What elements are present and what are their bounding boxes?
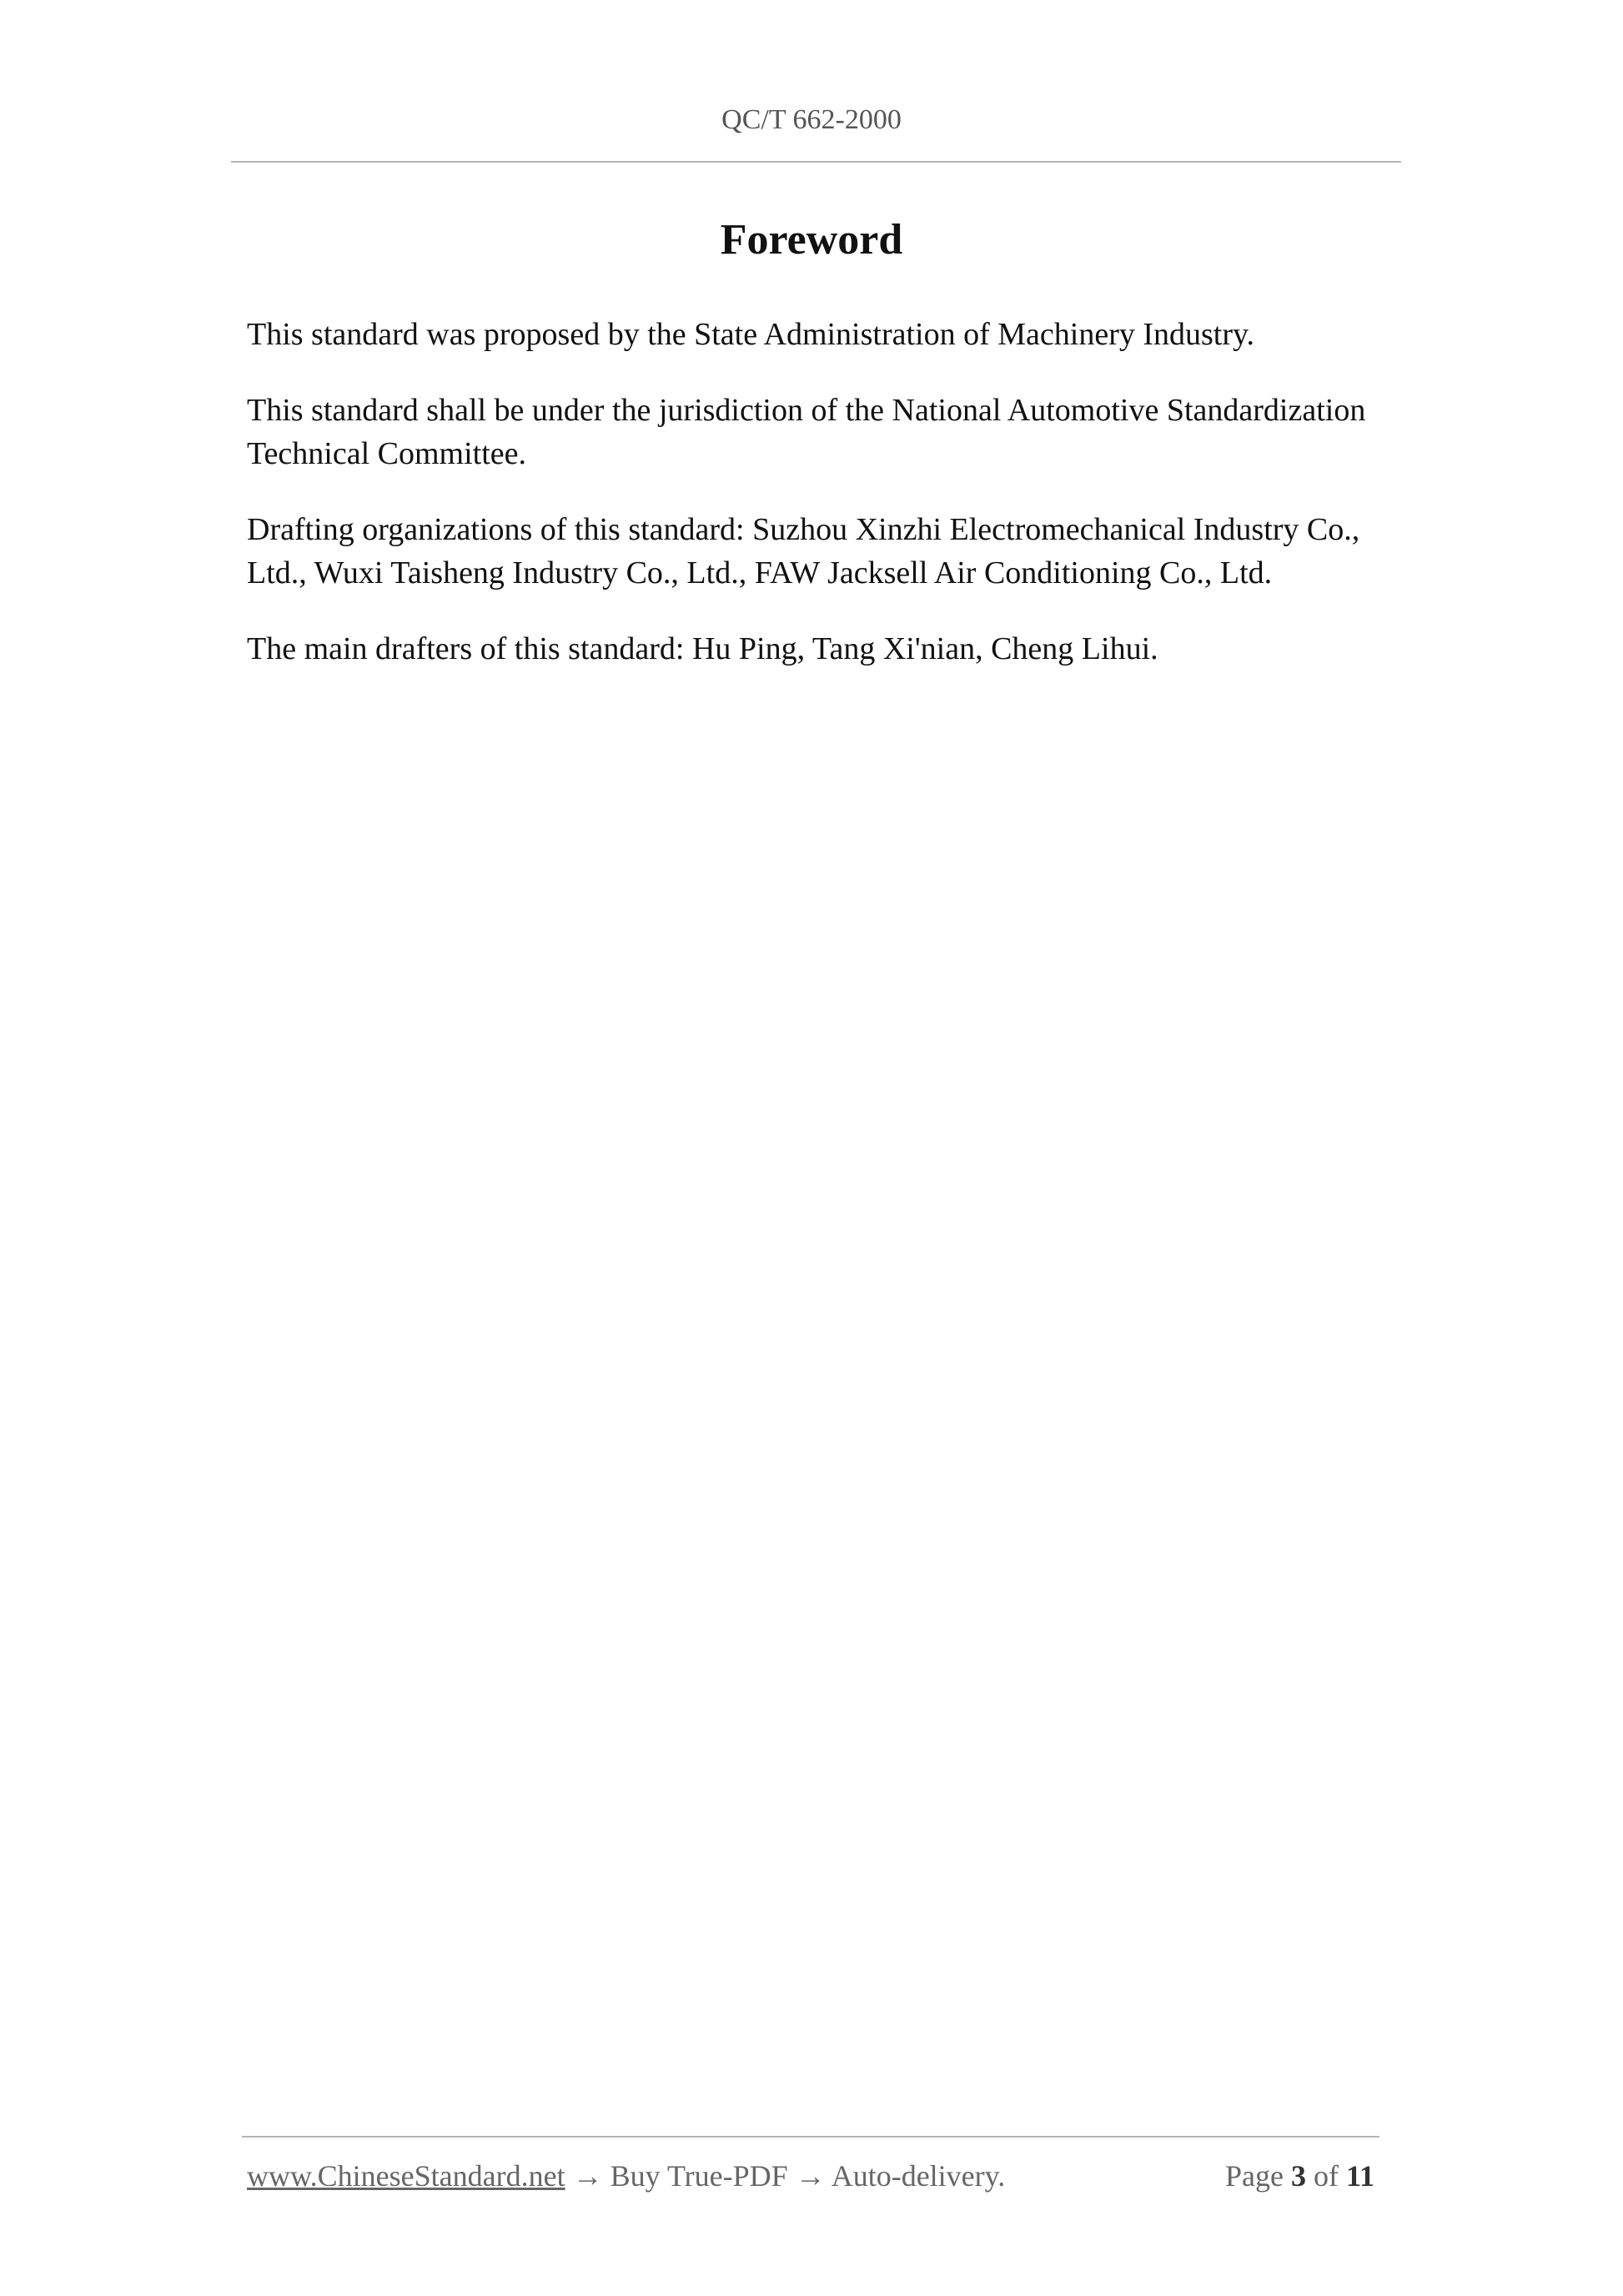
header-document-code: QC/T 662-2000 — [721, 104, 902, 135]
arrow-right-icon: → — [795, 2159, 826, 2193]
auto-delivery-text: Auto-delivery. — [831, 2159, 1006, 2193]
paragraph-drafting-organizations: Drafting organizations of this standard: Suzhou Xinzhi Electromechanical Industry Co., Ltd., Wuxi Taisheng Industry Co., Ltd., FAW Jacksell Air Conditioning Co., Ltd. — [247, 512, 1360, 590]
buy-true-pdf-text: Buy True-PDF — [610, 2159, 788, 2193]
paragraph-proposed-by: This standard was proposed by the State Administration of Machinery Industry. — [247, 317, 1255, 352]
header-divider — [231, 161, 1401, 163]
paragraph-main-drafters: The main drafters of this standard: Hu Ping, Tang Xi'nian, Cheng Lihui. — [247, 631, 1158, 666]
footer-divider — [242, 2136, 1379, 2138]
arrow-right-icon: → — [572, 2159, 603, 2193]
paragraph-jurisdiction: This standard shall be under the jurisdiction of the National Automotive Standardization Technical Committee. — [247, 393, 1366, 471]
page-total: 11 — [1345, 2159, 1374, 2193]
page-label: Page — [1225, 2159, 1284, 2193]
footer-promo — [247, 2158, 1005, 2193]
page-indicator — [1225, 2158, 1374, 2193]
page-current: 3 — [1290, 2159, 1306, 2193]
foreword-body — [247, 313, 1398, 703]
page-of-label: of — [1313, 2159, 1339, 2193]
website-link[interactable]: www.ChineseStandard.net — [247, 2159, 565, 2193]
page-title: Foreword — [720, 216, 903, 264]
